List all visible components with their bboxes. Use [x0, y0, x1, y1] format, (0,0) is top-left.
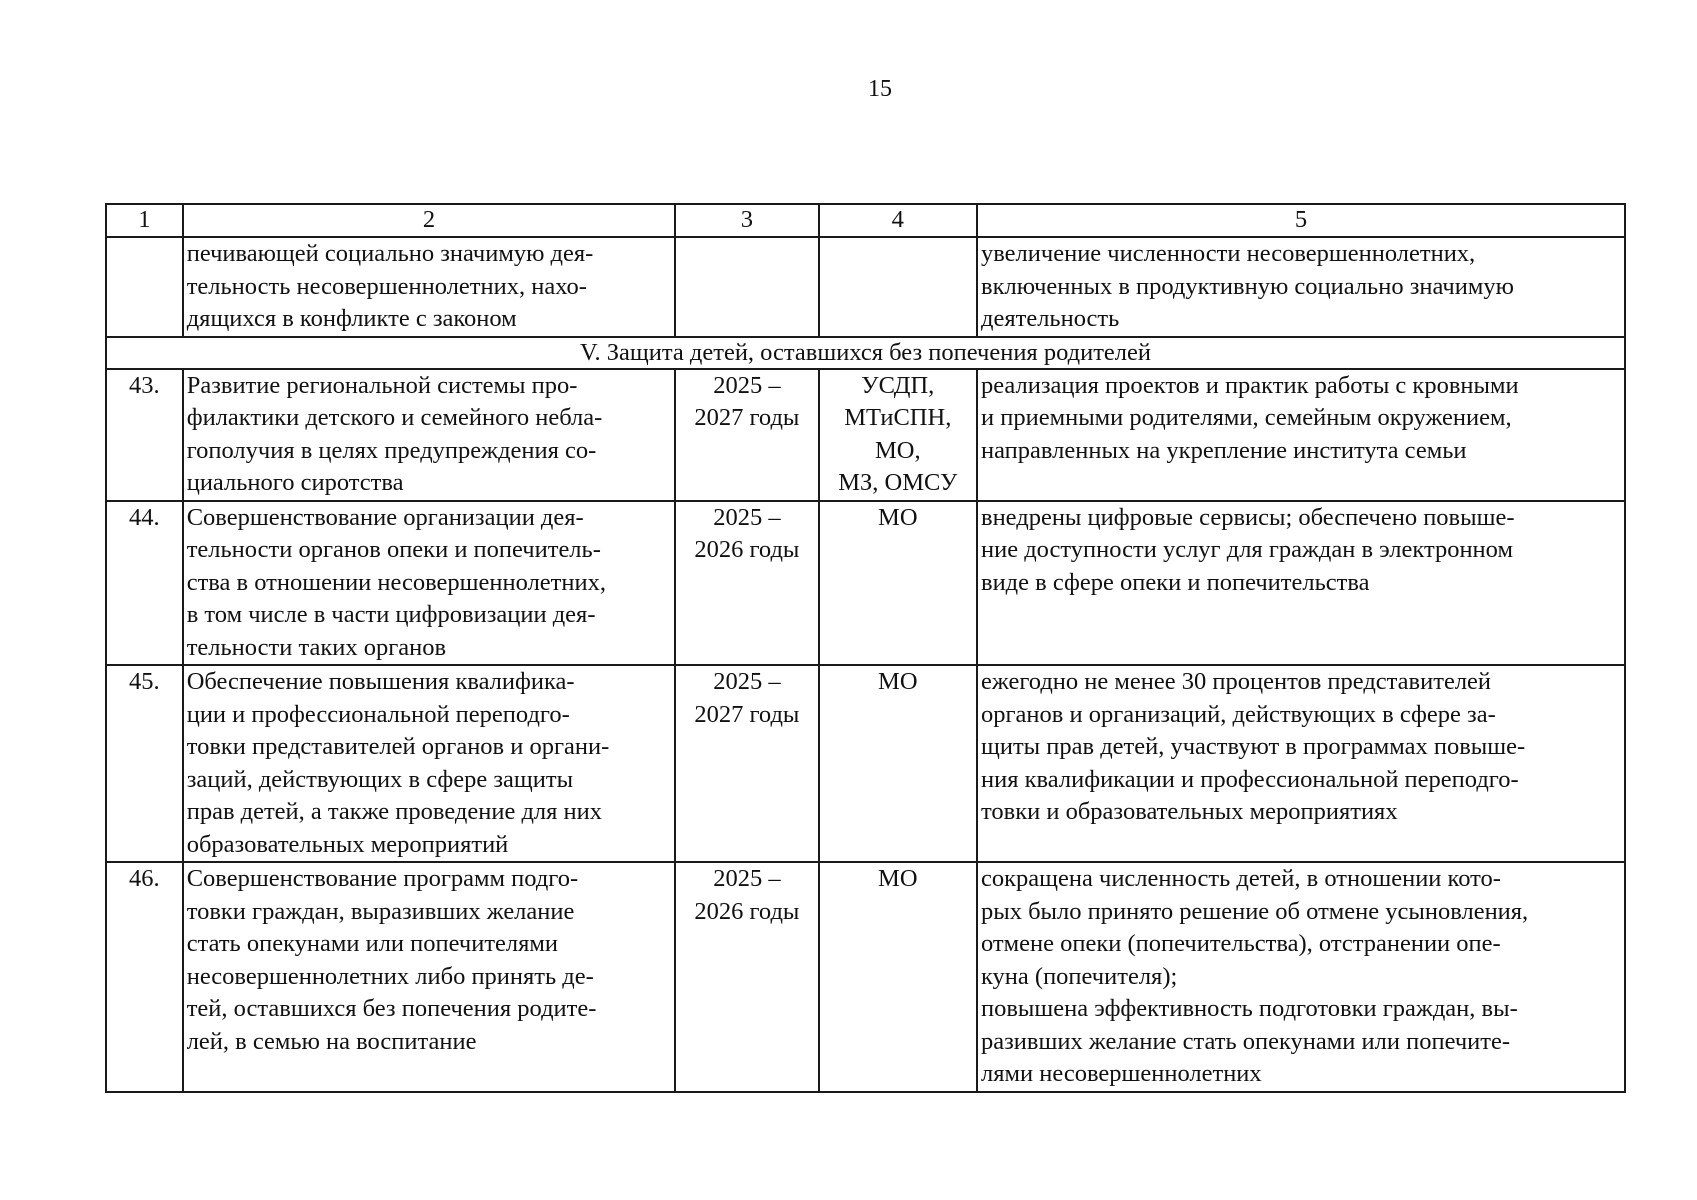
continuation-result-cell — [977, 237, 1625, 337]
text-line: 2025 – — [713, 371, 781, 399]
text-line: ния квалификации и профессиональной переподго- — [981, 765, 1519, 793]
text-line: образовательных мероприятий — [186, 830, 509, 858]
row-number: 45. — [106, 665, 183, 862]
text-line: МЗ, ОМСУ — [838, 469, 958, 496]
text-line: заций, действующих в сфере защиты — [186, 765, 574, 793]
period-cell — [675, 862, 818, 1092]
text-line: товки и образовательных мероприятиях — [981, 798, 1398, 825]
table-row — [106, 369, 1625, 501]
table-header-row — [106, 204, 1625, 237]
column-header-5: 5 — [977, 204, 1625, 237]
text-line: МО — [878, 503, 918, 531]
text-line: стать опекунами или попечителями — [186, 930, 559, 957]
period-cell — [675, 665, 818, 862]
text-line: 2026 годы — [694, 897, 800, 925]
responsible-cell — [819, 862, 977, 1092]
row-number: 46. — [106, 862, 183, 1092]
text-line: циального сиротства — [186, 469, 404, 496]
period-cell — [675, 369, 818, 501]
text-line: МО — [878, 865, 918, 892]
table-row-continuation — [106, 237, 1625, 337]
text-line: повышена эффективность подготовки граждан, вы- — [981, 995, 1518, 1022]
result-cell — [977, 369, 1625, 501]
measure-cell — [183, 369, 676, 501]
text-line: ции и профессиональной переподго- — [186, 700, 570, 728]
text-line: Совершенствование организации дея- — [186, 503, 584, 531]
row-number: 44. — [106, 501, 183, 666]
text-line: Совершенствование программ подго- — [186, 865, 579, 892]
text-line: тей, оставшихся без попечения родите- — [186, 995, 597, 1022]
page-number: 15 — [868, 76, 892, 102]
text-line: 2027 годы — [694, 700, 800, 728]
table-row — [106, 665, 1625, 862]
measure-cell — [183, 862, 676, 1092]
text-line: разивших желание стать опекунами или попечите- — [981, 1027, 1511, 1055]
text-line: товки граждан, выразивших желание — [186, 897, 575, 925]
text-line: ежегодно не менее 30 процентов представителей — [981, 668, 1492, 695]
text-line: 2025 – — [713, 865, 781, 892]
text-line: лей, в семью на воспитание — [186, 1027, 477, 1055]
text-line: в том числе в части цифровизации дея- — [186, 601, 596, 628]
responsible-cell — [819, 665, 977, 862]
text-line: 2025 – — [713, 503, 781, 531]
text-line: 2025 – — [713, 668, 781, 695]
text-line: МО — [878, 668, 918, 695]
text-line: товки представителей органов и органи- — [186, 733, 610, 760]
text-line: деятельность — [981, 305, 1120, 332]
text-line: виде в сфере опеки и попечительства — [981, 568, 1370, 596]
text-line: Развитие региональной системы про- — [186, 371, 578, 399]
text-line: куна (попечителя); — [981, 962, 1178, 990]
text-line: ства в отношении несовершеннолетних, — [186, 568, 606, 596]
text-line: щиты прав детей, участвуют в программах повыше- — [981, 733, 1526, 760]
text-line: Обеспечение повышения квалифика- — [186, 668, 575, 695]
text-line: дящихся в конфликте с законом — [186, 305, 517, 332]
column-header-1: 1 — [106, 204, 183, 237]
text-line: печивающей социально значимую дея- — [186, 240, 594, 267]
text-line: тельность несовершеннолетних, нахо- — [186, 272, 587, 300]
column-header-2: 2 — [183, 204, 676, 237]
table-row — [106, 501, 1625, 666]
section-header-row — [106, 337, 1625, 369]
row-number: 43. — [106, 369, 183, 501]
text-line: рых было принято решение об отмене усыновления, — [981, 897, 1529, 925]
text-line: тельности органов опеки и попечитель- — [186, 536, 601, 563]
result-cell — [977, 501, 1625, 666]
continuation-period-cell — [675, 237, 818, 337]
table-row — [106, 862, 1625, 1092]
text-line: отмене опеки (попечительства), отстранении опе- — [981, 930, 1501, 957]
text-line: прав детей, а также проведение для них — [186, 798, 603, 825]
section-title: V. Защита детей, оставшихся без попечения родителей — [106, 337, 1625, 369]
text-line: лями несовершеннолетних — [981, 1060, 1262, 1087]
text-line: тельности таких органов — [186, 633, 447, 661]
text-line: внедрены цифровые сервисы; обеспечено повыше- — [981, 503, 1515, 531]
text-line: филактики детского и семейного небла- — [186, 404, 603, 431]
column-header-3: 3 — [675, 204, 818, 237]
text-line: МТиСПН, — [844, 404, 952, 431]
text-line: несовершеннолетних либо принять де- — [186, 962, 594, 990]
text-line: реализация проектов и практик работы с кровными — [981, 371, 1519, 399]
continuation-responsible-cell — [819, 237, 977, 337]
period-cell — [675, 501, 818, 666]
result-cell — [977, 862, 1625, 1092]
continuation-num-cell — [106, 237, 183, 337]
text-line: УСДП, — [861, 371, 935, 399]
measure-cell — [183, 501, 676, 666]
continuation-measure-cell — [183, 237, 676, 337]
measure-cell — [183, 665, 676, 862]
responsible-cell — [819, 369, 977, 501]
text-line: ние доступности услуг для граждан в электронном — [981, 536, 1513, 563]
text-line: и приемными родителями, семейным окружением, — [981, 404, 1512, 431]
result-cell — [977, 665, 1625, 862]
text-line: направленных на укрепление института семьи — [981, 436, 1467, 464]
text-line: сокращена численность детей, в отношении кото- — [981, 865, 1501, 892]
text-line: МО, — [874, 436, 921, 464]
text-line: 2027 годы — [694, 404, 800, 431]
text-line: 2026 годы — [694, 536, 800, 563]
measures-table — [105, 203, 1626, 1093]
text-line: увеличение численности несовершеннолетних, — [981, 240, 1476, 267]
responsible-cell — [819, 501, 977, 666]
column-header-4: 4 — [819, 204, 977, 237]
text-line: гополучия в целях предупреждения со- — [186, 436, 597, 464]
text-line: включенных в продуктивную социально значимую — [981, 272, 1514, 300]
text-line: органов и организаций, действующих в сфере за- — [981, 700, 1496, 728]
